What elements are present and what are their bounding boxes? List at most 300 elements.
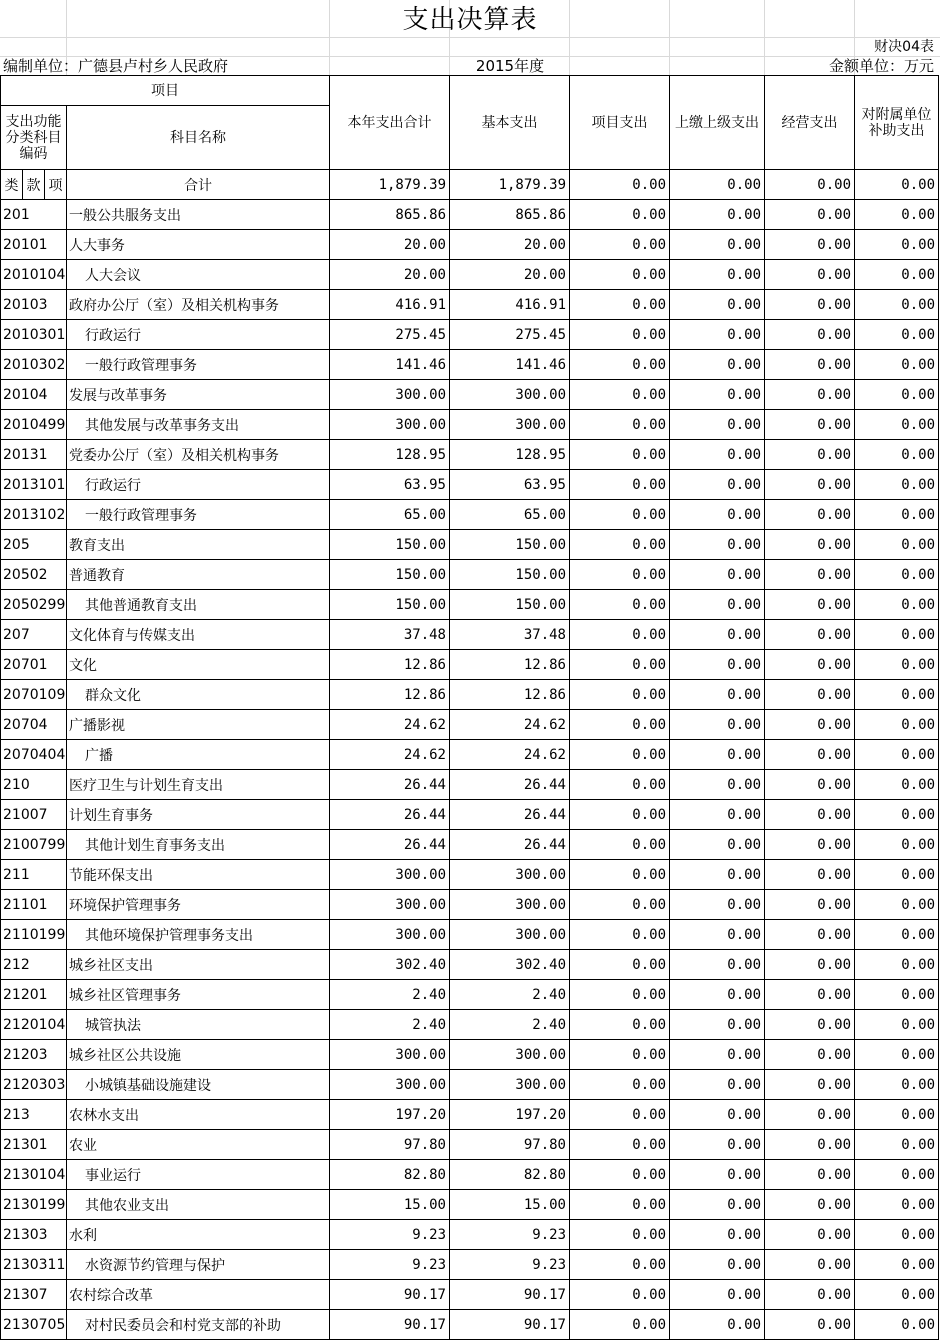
amount-cell: 0.00 <box>570 1010 670 1040</box>
total-cell: 0.00 <box>570 170 670 200</box>
amount-cell: 197.20 <box>330 1100 450 1130</box>
subject-name: 小城镇基础设施建设 <box>67 1070 330 1100</box>
amount-cell: 300.00 <box>330 890 450 920</box>
table-row <box>1 1100 939 1130</box>
amount-cell: 0.00 <box>570 650 670 680</box>
amount-cell: 0.00 <box>670 680 765 710</box>
amount-cell: 82.80 <box>330 1160 450 1190</box>
subject-name: 城乡社区支出 <box>67 950 330 980</box>
amount-cell: 0.00 <box>855 950 939 980</box>
amount-cell: 0.00 <box>855 410 939 440</box>
subject-code: 210 <box>1 770 67 800</box>
subject-name: 其他计划生育事务支出 <box>67 830 330 860</box>
amount-cell: 0.00 <box>570 200 670 230</box>
amount-cell: 0.00 <box>765 680 855 710</box>
header-col-remit: 上缴上级支出 <box>670 76 765 170</box>
amount-cell: 9.23 <box>450 1220 570 1250</box>
subject-name: 城管执法 <box>67 1010 330 1040</box>
amount-cell: 0.00 <box>855 260 939 290</box>
amount-cell: 0.00 <box>570 230 670 260</box>
subject-code: 213 <box>1 1100 67 1130</box>
amount-cell: 0.00 <box>855 530 939 560</box>
amount-cell: 0.00 <box>855 560 939 590</box>
amount-cell: 141.46 <box>330 350 450 380</box>
amount-cell: 65.00 <box>450 500 570 530</box>
amount-cell: 0.00 <box>765 320 855 350</box>
table-row <box>1 200 939 230</box>
amount-cell: 0.00 <box>570 410 670 440</box>
amount-cell: 300.00 <box>330 1040 450 1070</box>
amount-cell: 20.00 <box>450 260 570 290</box>
subject-code: 20131 <box>1 440 67 470</box>
amount-cell: 150.00 <box>450 560 570 590</box>
amount-cell: 300.00 <box>450 920 570 950</box>
subject-name: 一般公共服务支出 <box>67 200 330 230</box>
amount-cell: 0.00 <box>670 380 765 410</box>
subject-name: 政府办公厅（室）及相关机构事务 <box>67 290 330 320</box>
table-row <box>1 1280 939 1310</box>
subject-name: 农村综合改革 <box>67 1280 330 1310</box>
amount-cell: 0.00 <box>765 1100 855 1130</box>
amount-cell: 0.00 <box>670 290 765 320</box>
subject-code: 211 <box>1 860 67 890</box>
header-name: 科目名称 <box>67 106 330 170</box>
amount-cell: 0.00 <box>855 650 939 680</box>
amount-cell: 37.48 <box>450 620 570 650</box>
amount-cell: 0.00 <box>855 980 939 1010</box>
amount-cell: 15.00 <box>330 1190 450 1220</box>
amount-cell: 302.40 <box>450 950 570 980</box>
amount-cell: 0.00 <box>670 980 765 1010</box>
subject-name: 其他农业支出 <box>67 1190 330 1220</box>
amount-cell: 0.00 <box>570 320 670 350</box>
amount-cell: 0.00 <box>765 1040 855 1070</box>
amount-cell: 0.00 <box>855 200 939 230</box>
amount-cell: 0.00 <box>765 440 855 470</box>
amount-cell: 275.45 <box>330 320 450 350</box>
amount-cell: 0.00 <box>765 470 855 500</box>
table-row <box>1 1010 939 1040</box>
amount-cell: 300.00 <box>330 410 450 440</box>
amount-cell: 300.00 <box>450 410 570 440</box>
amount-cell: 0.00 <box>570 920 670 950</box>
amount-cell: 0.00 <box>570 350 670 380</box>
amount-cell: 0.00 <box>765 380 855 410</box>
subject-name: 水资源节约管理与保护 <box>67 1250 330 1280</box>
amount-cell: 150.00 <box>330 590 450 620</box>
amount-cell: 0.00 <box>570 500 670 530</box>
subject-name: 医疗卫生与计划生育支出 <box>67 770 330 800</box>
table-row <box>1 770 939 800</box>
subject-code: 21307 <box>1 1280 67 1310</box>
amount-cell: 65.00 <box>330 500 450 530</box>
subject-name: 水利 <box>67 1220 330 1250</box>
table-row <box>1 470 939 500</box>
amount-cell: 0.00 <box>855 1100 939 1130</box>
subject-name: 人大事务 <box>67 230 330 260</box>
amount-cell: 0.00 <box>765 560 855 590</box>
subject-code: 21303 <box>1 1220 67 1250</box>
amount-cell: 12.86 <box>450 650 570 680</box>
expenditure-table <box>0 75 939 1340</box>
amount-cell: 0.00 <box>855 1070 939 1100</box>
amount-cell: 0.00 <box>765 1190 855 1220</box>
subject-code: 21203 <box>1 1040 67 1070</box>
amount-cell: 82.80 <box>450 1160 570 1190</box>
header-code: 支出功能分类科目编码 <box>1 106 67 170</box>
amount-cell: 0.00 <box>765 920 855 950</box>
amount-cell: 0.00 <box>570 980 670 1010</box>
amount-cell: 24.62 <box>450 740 570 770</box>
amount-cell: 0.00 <box>765 1220 855 1250</box>
amount-cell: 0.00 <box>765 800 855 830</box>
header-col-basic: 基本支出 <box>450 76 570 170</box>
table-row <box>1 620 939 650</box>
amount-cell: 97.80 <box>450 1130 570 1160</box>
amount-cell: 0.00 <box>855 800 939 830</box>
subject-code: 20701 <box>1 650 67 680</box>
amount-cell: 0.00 <box>570 1250 670 1280</box>
amount-cell: 0.00 <box>670 410 765 440</box>
amount-cell: 0.00 <box>570 860 670 890</box>
amount-cell: 0.00 <box>765 410 855 440</box>
amount-cell: 24.62 <box>330 710 450 740</box>
amount-cell: 9.23 <box>330 1250 450 1280</box>
amount-cell: 0.00 <box>855 680 939 710</box>
amount-cell: 0.00 <box>670 590 765 620</box>
table-row <box>1 290 939 320</box>
amount-cell: 0.00 <box>765 770 855 800</box>
subject-code: 2130199 <box>1 1190 67 1220</box>
amount-cell: 0.00 <box>670 860 765 890</box>
amount-cell: 0.00 <box>570 290 670 320</box>
subject-code: 2100799 <box>1 830 67 860</box>
amount-cell: 0.00 <box>570 830 670 860</box>
subject-code: 2130104 <box>1 1160 67 1190</box>
amount-cell: 0.00 <box>765 1310 855 1340</box>
amount-cell: 197.20 <box>450 1100 570 1130</box>
subject-code: 21301 <box>1 1130 67 1160</box>
subject-name: 一般行政管理事务 <box>67 350 330 380</box>
subject-name: 一般行政管理事务 <box>67 500 330 530</box>
amount-cell: 24.62 <box>450 710 570 740</box>
total-cell: 0.00 <box>855 170 939 200</box>
amount-cell: 865.86 <box>450 200 570 230</box>
amount-cell: 0.00 <box>855 1130 939 1160</box>
table-row <box>1 860 939 890</box>
table-row <box>1 680 939 710</box>
amount-cell: 0.00 <box>670 1130 765 1160</box>
table-row <box>1 380 939 410</box>
amount-cell: 0.00 <box>765 530 855 560</box>
table-row <box>1 1250 939 1280</box>
table-row <box>1 1220 939 1250</box>
table-row <box>1 890 939 920</box>
subject-code: 20704 <box>1 710 67 740</box>
amount-cell: 302.40 <box>330 950 450 980</box>
amount-cell: 0.00 <box>765 980 855 1010</box>
header-col-total: 本年支出合计 <box>330 76 450 170</box>
amount-cell: 24.62 <box>330 740 450 770</box>
amount-cell: 63.95 <box>330 470 450 500</box>
amount-cell: 26.44 <box>330 800 450 830</box>
amount-cell: 0.00 <box>670 890 765 920</box>
amount-cell: 0.00 <box>570 440 670 470</box>
amount-cell: 0.00 <box>670 800 765 830</box>
amount-cell: 300.00 <box>450 860 570 890</box>
amount-cell: 300.00 <box>330 1070 450 1100</box>
amount-cell: 300.00 <box>450 380 570 410</box>
table-row <box>1 740 939 770</box>
amount-cell: 0.00 <box>855 1010 939 1040</box>
table-row <box>1 800 939 830</box>
amount-cell: 26.44 <box>450 800 570 830</box>
amount-cell: 63.95 <box>450 470 570 500</box>
amount-cell: 12.86 <box>330 650 450 680</box>
amount-cell: 0.00 <box>765 1070 855 1100</box>
subject-code: 20104 <box>1 380 67 410</box>
amount-cell: 0.00 <box>670 500 765 530</box>
amount-cell: 0.00 <box>670 260 765 290</box>
header-col-subsidy: 对附属单位补助支出 <box>855 76 939 170</box>
amount-cell: 300.00 <box>330 920 450 950</box>
subject-name: 文化体育与传媒支出 <box>67 620 330 650</box>
subject-name: 教育支出 <box>67 530 330 560</box>
amount-cell: 0.00 <box>855 350 939 380</box>
money-unit: 金额单位：万元 <box>828 57 934 75</box>
subject-code: 212 <box>1 950 67 980</box>
amount-cell: 0.00 <box>855 710 939 740</box>
header-kuan: 款 <box>23 170 45 200</box>
amount-cell: 0.00 <box>765 1250 855 1280</box>
amount-cell: 0.00 <box>670 650 765 680</box>
amount-cell: 0.00 <box>855 1280 939 1310</box>
amount-cell: 0.00 <box>765 1010 855 1040</box>
table-row <box>1 530 939 560</box>
subject-code: 2070404 <box>1 740 67 770</box>
total-cell: 0.00 <box>670 170 765 200</box>
subject-name: 农林水支出 <box>67 1100 330 1130</box>
header-col-operating: 经营支出 <box>765 76 855 170</box>
subject-code: 2010104 <box>1 260 67 290</box>
subject-name: 计划生育事务 <box>67 800 330 830</box>
amount-cell: 0.00 <box>855 1250 939 1280</box>
amount-cell: 90.17 <box>450 1310 570 1340</box>
amount-cell: 0.00 <box>670 230 765 260</box>
amount-cell: 0.00 <box>765 650 855 680</box>
subject-code: 20502 <box>1 560 67 590</box>
subject-name: 节能环保支出 <box>67 860 330 890</box>
subject-name: 发展与改革事务 <box>67 380 330 410</box>
amount-cell: 150.00 <box>330 530 450 560</box>
amount-cell: 0.00 <box>570 1130 670 1160</box>
amount-cell: 0.00 <box>855 770 939 800</box>
amount-cell: 0.00 <box>765 230 855 260</box>
amount-cell: 26.44 <box>330 830 450 860</box>
table-row <box>1 350 939 380</box>
subject-name: 行政运行 <box>67 470 330 500</box>
subject-name: 事业运行 <box>67 1160 330 1190</box>
amount-cell: 0.00 <box>670 560 765 590</box>
amount-cell: 0.00 <box>855 1040 939 1070</box>
amount-cell: 0.00 <box>670 950 765 980</box>
subject-code: 2120104 <box>1 1010 67 1040</box>
amount-cell: 0.00 <box>670 740 765 770</box>
amount-cell: 0.00 <box>855 920 939 950</box>
amount-cell: 0.00 <box>670 830 765 860</box>
amount-cell: 0.00 <box>570 1070 670 1100</box>
subject-name: 农业 <box>67 1130 330 1160</box>
amount-cell: 20.00 <box>330 230 450 260</box>
amount-cell: 2.40 <box>450 1010 570 1040</box>
amount-cell: 26.44 <box>330 770 450 800</box>
table-row <box>1 1190 939 1220</box>
amount-cell: 0.00 <box>855 320 939 350</box>
form-number: 财决04表 <box>874 39 934 55</box>
amount-cell: 300.00 <box>450 1070 570 1100</box>
amount-cell: 300.00 <box>450 1040 570 1070</box>
amount-cell: 0.00 <box>855 860 939 890</box>
subject-code: 21101 <box>1 890 67 920</box>
amount-cell: 0.00 <box>570 620 670 650</box>
amount-cell: 300.00 <box>450 890 570 920</box>
amount-cell: 2.40 <box>330 980 450 1010</box>
table-row <box>1 980 939 1010</box>
total-cell: 1,879.39 <box>450 170 570 200</box>
amount-cell: 0.00 <box>670 1100 765 1130</box>
table-row <box>1 920 939 950</box>
amount-cell: 0.00 <box>670 1010 765 1040</box>
amount-cell: 0.00 <box>765 950 855 980</box>
amount-cell: 128.95 <box>330 440 450 470</box>
amount-cell: 2.40 <box>450 980 570 1010</box>
amount-cell: 20.00 <box>330 260 450 290</box>
subject-name: 对村民委员会和村党支部的补助 <box>67 1310 330 1340</box>
amount-cell: 0.00 <box>765 710 855 740</box>
amount-cell: 0.00 <box>855 500 939 530</box>
page-title: 支出决算表 <box>402 5 538 35</box>
amount-cell: 0.00 <box>570 800 670 830</box>
subject-code: 2050299 <box>1 590 67 620</box>
amount-cell: 0.00 <box>670 470 765 500</box>
amount-cell: 0.00 <box>765 350 855 380</box>
amount-cell: 0.00 <box>765 620 855 650</box>
amount-cell: 0.00 <box>765 830 855 860</box>
subject-code: 2013101 <box>1 470 67 500</box>
total-cell: 0.00 <box>765 170 855 200</box>
amount-cell: 0.00 <box>670 1220 765 1250</box>
subject-code: 2120303 <box>1 1070 67 1100</box>
table-row <box>1 440 939 470</box>
amount-cell: 0.00 <box>570 470 670 500</box>
amount-cell: 9.23 <box>330 1220 450 1250</box>
amount-cell: 416.91 <box>450 290 570 320</box>
amount-cell: 0.00 <box>855 290 939 320</box>
amount-cell: 0.00 <box>765 200 855 230</box>
amount-cell: 37.48 <box>330 620 450 650</box>
table-row <box>1 1160 939 1190</box>
amount-cell: 0.00 <box>670 920 765 950</box>
amount-cell: 0.00 <box>765 590 855 620</box>
amount-cell: 0.00 <box>570 1160 670 1190</box>
subject-code: 2013102 <box>1 500 67 530</box>
subject-name: 环境保护管理事务 <box>67 890 330 920</box>
table-row <box>1 1130 939 1160</box>
table-row <box>1 1070 939 1100</box>
amount-cell: 0.00 <box>855 1310 939 1340</box>
amount-cell: 0.00 <box>570 560 670 590</box>
amount-cell: 128.95 <box>450 440 570 470</box>
table-row <box>1 410 939 440</box>
amount-cell: 0.00 <box>670 1280 765 1310</box>
amount-cell: 97.80 <box>330 1130 450 1160</box>
amount-cell: 12.86 <box>330 680 450 710</box>
subject-code: 2070109 <box>1 680 67 710</box>
amount-cell: 90.17 <box>450 1280 570 1310</box>
subject-code: 207 <box>1 620 67 650</box>
amount-cell: 0.00 <box>855 740 939 770</box>
amount-cell: 0.00 <box>570 1190 670 1220</box>
amount-cell: 0.00 <box>765 500 855 530</box>
amount-cell: 275.45 <box>450 320 570 350</box>
amount-cell: 0.00 <box>670 620 765 650</box>
amount-cell: 0.00 <box>570 950 670 980</box>
amount-cell: 0.00 <box>570 1100 670 1130</box>
fiscal-year: 2015年度 <box>475 57 545 75</box>
amount-cell: 150.00 <box>450 530 570 560</box>
reporting-unit: 编制单位：广德县卢村乡人民政府 <box>3 57 229 75</box>
amount-cell: 0.00 <box>570 1220 670 1250</box>
amount-cell: 300.00 <box>330 860 450 890</box>
subject-name: 广播 <box>67 740 330 770</box>
total-label: 合计 <box>67 170 330 200</box>
table-row <box>1 710 939 740</box>
amount-cell: 0.00 <box>670 1160 765 1190</box>
subject-code: 21201 <box>1 980 67 1010</box>
table-row <box>1 950 939 980</box>
amount-cell: 9.23 <box>450 1250 570 1280</box>
amount-cell: 0.00 <box>570 530 670 560</box>
amount-cell: 0.00 <box>570 1280 670 1310</box>
amount-cell: 0.00 <box>670 320 765 350</box>
amount-cell: 865.86 <box>330 200 450 230</box>
amount-cell: 26.44 <box>450 830 570 860</box>
amount-cell: 0.00 <box>765 290 855 320</box>
subject-name: 城乡社区公共设施 <box>67 1040 330 1070</box>
table-row <box>1 230 939 260</box>
amount-cell: 0.00 <box>855 440 939 470</box>
amount-cell: 0.00 <box>855 230 939 260</box>
subject-name: 群众文化 <box>67 680 330 710</box>
amount-cell: 0.00 <box>670 350 765 380</box>
amount-cell: 0.00 <box>765 1280 855 1310</box>
header-col-project: 项目支出 <box>570 76 670 170</box>
amount-cell: 26.44 <box>450 770 570 800</box>
subject-name: 普通教育 <box>67 560 330 590</box>
amount-cell: 0.00 <box>855 470 939 500</box>
amount-cell: 0.00 <box>670 770 765 800</box>
subject-code: 20103 <box>1 290 67 320</box>
amount-cell: 0.00 <box>855 890 939 920</box>
amount-cell: 0.00 <box>570 1040 670 1070</box>
amount-cell: 0.00 <box>670 1190 765 1220</box>
subject-name: 广播影视 <box>67 710 330 740</box>
total-cell: 1,879.39 <box>330 170 450 200</box>
amount-cell: 2.40 <box>330 1010 450 1040</box>
header-item: 项目 <box>1 76 330 106</box>
subject-name: 其他普通教育支出 <box>67 590 330 620</box>
subject-name: 城乡社区管理事务 <box>67 980 330 1010</box>
